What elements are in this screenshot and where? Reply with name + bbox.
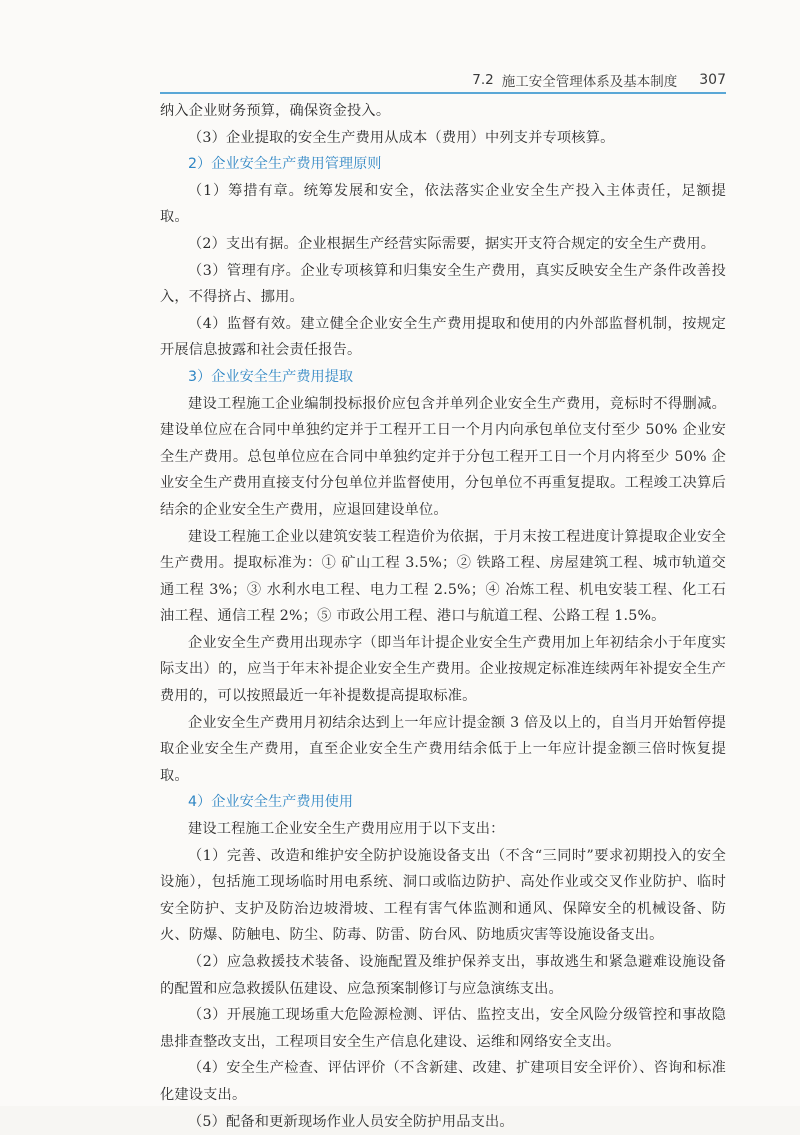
page-number: 307 — [699, 72, 726, 88]
paragraph: （3）开展施工现场重大危险源检测、评估、监控支出，安全风险分级管控和事故隐患排查整改支出，工程项目安全生产信息化建设、运维和网络安全支出。 — [160, 1007, 726, 1050]
header-rule — [160, 92, 726, 94]
paragraph: （3）管理有序。企业专项核算和归集安全生产费用，真实反映安全生产条件改善投入，不得挤占、挪用。 — [160, 262, 726, 306]
paragraph: （1）完善、改造和维护安全防护设施设备支出（不含“三同时”要求初期投入的安全设施），包括施工现场临时用电系统、洞口或临边防护、高处作业或交叉作业防护、临时安全防护、支护及防治边坡滑坡、工程有害气体监测和通风、保障安全的机械设备、防火、防爆、防触电、防尘、防毒、防雷、防台风、防地质灾害等设施设备支出。 — [160, 847, 726, 944]
paragraph: （4）安全生产检查、评估评价（不含新建、改建、扩建项目安全评价）、咨询和标准化建设支出。 — [160, 1060, 726, 1103]
running-header — [160, 68, 726, 92]
paragraph: （5）配备和更新现场作业人员安全防护用品支出。 — [188, 1113, 514, 1130]
paragraph: 企业安全生产费用月初结余达到上一年应计提金额 3 倍及以上的，自当月开始暂停提取企业安全生产费用，直至企业安全生产费用结余低于上一年应计提金额三倍时恢复提取。 — [160, 714, 726, 784]
subsection-heading: 2）企业安全生产费用管理原则 — [188, 156, 382, 173]
paragraph: （1）筹措有章。统筹发展和安全，依法落实企业安全生产投入主体责任，足额提取。 — [160, 182, 726, 226]
section-title: 施工安全管理体系及基本制度 — [501, 74, 678, 90]
paragraph: （2）支出有据。企业根据生产经营实际需要，据实开支符合规定的安全生产费用。 — [188, 235, 716, 252]
paragraph: （2）应急救援技术装备、设施配置及维护保养支出，事故逃生和紧急避难设施设备的配置和应急救援队伍建设、应急预案制修订与应急演练支出。 — [160, 954, 726, 997]
paragraph: 纳入企业财务预算，确保资金投入。 — [160, 103, 391, 119]
subsection-heading: 3）企业安全生产费用提取 — [188, 368, 354, 385]
paragraph: 建设工程施工企业编制投标报价应包含并单列企业安全生产费用，竞标时不得删减。建设单位应在合同中单独约定并于工程开工日一个月内向承包单位支付至少 50% 企业安全生产费用。总包单位应在合同中单独约定并于分包工程开工日一个月内将至少 50% 企业安全生产费用直接支付分包单位并监督使用，分包单位不再重复提取。工程竣工决算后结余的企业安全生产费用，应退回建设单位。 — [160, 395, 726, 518]
paragraph: （4）监督有效。建立健全企业安全生产费用提取和使用的内外部监督机制，按规定开展信息披露和社会责任报告。 — [160, 315, 726, 359]
section-number: 7.2 — [472, 72, 494, 88]
paragraph: 企业安全生产费用出现赤字（即当年计提企业安全生产费用加上年初结余小于年度实际支出）的，应当于年末补提企业安全生产费用。企业按规定标准连续两年补提安全生产费用的，可以按照最近一年补提数提高提取标准。 — [160, 634, 726, 705]
paragraph: 建设工程施工企业以建筑安装工程造价为依据，于月末按工程进度计算提取企业安全生产费用。提取标准为：① 矿山工程 3.5%；② 铁路工程、房屋建筑工程、城市轨道交通工程 3%；③ 水利水电工程、电力工程 2.5%；④ 冶炼工程、机电安装工程、化工石油工程、通信工程 2%；⑤ 市政公用工程、港口与航道工程、公路工程 1.5%。 — [160, 528, 726, 625]
subsection-heading: 4）企业安全生产费用使用 — [188, 794, 354, 811]
body-text — [160, 98, 726, 1135]
paragraph: 建设工程施工企业安全生产费用应用于以下支出： — [188, 821, 505, 838]
paragraph: （3）企业提取的安全生产费用从成本（费用）中列支并专项核算。 — [188, 129, 615, 146]
